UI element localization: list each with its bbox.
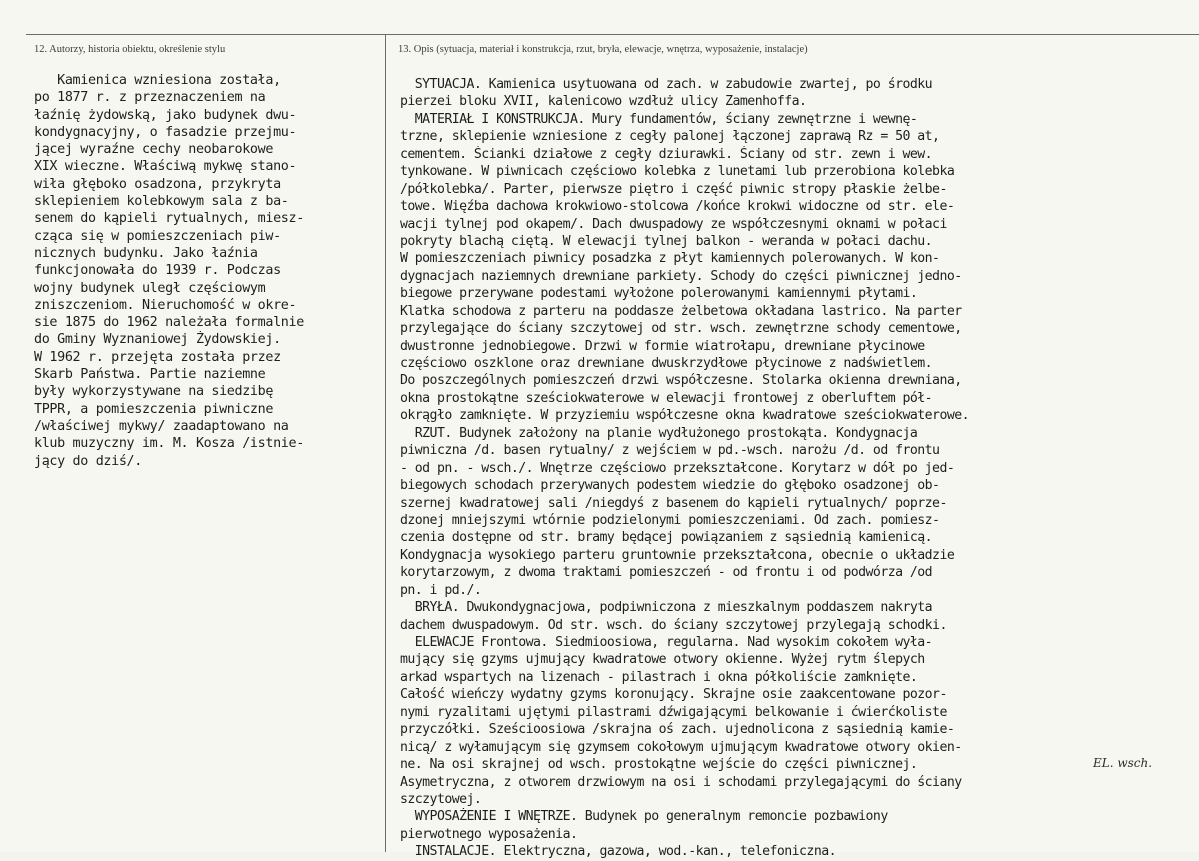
description-text-line: szczytowej. [400,791,482,807]
description-text-line: pn. i pd./. [400,582,482,598]
history-text-line: W 1962 r. przejęta została przez [34,349,281,365]
history-text-line: po 1877 r. z przeznaczeniem na [34,90,266,106]
history-text-line: cząca się w pomieszczeniach piw- [34,228,281,244]
history-text-line: TPPR, a pomieszczenia piwniczne [34,401,274,417]
history-text-line: sklepieniem kolebkowym sala z ba- [34,194,289,210]
description-text-line: przylegające do ściany szczytowej od str. wsch. zewnętrzne schody cementowe, [400,321,962,337]
top-rule [26,34,1199,35]
description-text-line: ne. Na osi skrajnej od wsch. prostokątne wejście do części piwnicznej. [400,757,918,773]
description-text-line: Asymetryczna, z otworem drzwiowym na osi i schodami przylegającymi do ściany [400,774,962,790]
description-text-line: arkad wspartych na lizenach - pilastrach i okna półkoliście zamknięte. [400,669,918,685]
description-text-line: okrągło zamknięte. W przyziemiu współczesne okna kwadratowe sześciokwaterowe. [400,408,969,424]
description-text-line: szernej kwadratowej sali /niegdyś z basenem do kąpieli rytualnych/ poprze- [400,495,947,511]
history-text-line: klub muzyczny im. M. Kosza /istnie- [34,436,304,452]
description-text-line: - od pn. - wsch./. Wnętrze częściowo przekształcone. Korytarz w dół po jed- [400,460,955,476]
description-text-line: cementem. Ścianki działowe z cegły dziurawki. Ściany od str. zewn i wew. [400,146,933,162]
description-text-line: SYTUACJA. Kamienica usytuowana od zach. w zabudowie zwartej, po środku [400,77,933,92]
history-text-line: wojny budynek uległ częściowym [34,280,266,296]
description-text-line: piwniczna /d. basen rytualny/ z wejściem w pd.-wsch. narożu /d. od frontu [400,443,940,459]
description-text-line: korytarzowym, z dwoma traktami pomieszczeń - od frontu i od podwórza /od [400,565,933,581]
description-text-line: Klatka schodowa z parteru na poddasze żelbetowa okładana lastrico. Na parter [400,303,962,319]
description-text-line: Kondygnacja wysokiego parteru gruntownie przekształcona, obecnie o układzie [400,547,955,563]
history-text-line: wiła głęboko osadzona, przykryta [34,176,281,192]
history-text-line: łaźnię żydowską, jako budynek dwu- [34,107,297,123]
handwritten-annotation: EL. wsch. [1093,756,1153,770]
description-text-line: tynkowane. W piwnicach częściowo kolebka z lunetami lub przerobiona kolebka [400,164,955,180]
history-text-line: Skarb Państwa. Partie naziemne [34,367,266,383]
description-text-line: dygnacjach naziemnych drewniane parkiety. Schody do części piwnicznej jedno- [400,268,962,284]
history-text-line: jący do dziś/. [34,453,142,469]
description-text-line: RZUT. Budynek założony na planie wydłużonego prostokąta. Kondygnacja [400,425,918,441]
description-text-line: mujący się gzyms ujmujący kwadratowe otwory okienne. Wyżej rytm ślepych [400,652,925,668]
history-text-line: Kamienica wzniesiona została, [34,73,281,88]
left-column-header: 12. Autorzy, historia obiektu, określenie stylu [34,44,226,55]
history-text-line: XIX wieczne. Właściwą mykwę stano- [34,159,297,175]
history-text-line: do Gminy Wyznaniowej Żydowskiej. [34,332,281,348]
description-text-line: nymi ryzalitami ujętymi pilastrami dźwigającymi belkowanie i ćwierćkoliste [400,704,947,720]
history-text-line: senem do kąpieli rytualnych, miesz- [34,211,304,227]
description-text-line: okna prostokątne sześciokwaterowe w elewacji frontowej z oberluftem pół- [400,390,933,406]
description-text-line: pokryty blachą ciętą. W elewacji tylnej balkon - weranda w połaci dachu. [400,233,933,249]
description-text-line: WYPOSAŻENIE I WNĘTRZE. Budynek po generalnym remoncie pozbawiony [400,809,888,825]
history-text-line: jącej wyraźne cechy neobarokowe [34,142,274,158]
description-text-line: dwustronne jednobiegowe. Drzwi w formie wiatrołapu, drewniane płycinowe [400,338,925,354]
description-text-line: częściowo oszklone oraz drewniane dwuskrzydłowe płycinowe z nadświetlem. [400,356,933,371]
description-text-line: biegowe przerywane podestami wyłożone polerowanymi kamiennymi płytami. [400,286,918,302]
right-column-header: 13. Opis (sytuacja, materiał i konstrukcja, rzut, bryła, elewacje, wnętrza, wyposażenie, instalacje) [398,44,808,55]
description-text-block [400,76,1190,861]
history-text-line: sie 1875 do 1962 należała formalnie [34,315,304,331]
description-text-line: BRYŁA. Dwukondygnacjowa, podpiwniczona z mieszkalnym poddaszem nakryta [400,600,933,616]
description-text-line: /półkolebka/. Parter, pierwsze piętro i część piwnic stropy płaskie żelbe- [400,181,947,197]
description-text-line: nicą/ z wyłamującym się gzymsem cokołowym ujmującym kwadratowe otwory okien- [400,739,962,755]
description-text-line: ELEWACJE Frontowa. Siedmioosiowa, regularna. Nad wysokim cokołem wyła- [400,635,933,650]
history-text-line: zniszczeniom. Nieruchomość w okre- [34,297,297,313]
description-text-line: Do poszczególnych pomieszczeń drzwi współczesne. Stolarka okienna drewniana, [400,373,962,389]
description-text-line: czenia dostępne od str. bramy będącej powiązaniem z sąsiednią kamienicą. [400,530,933,546]
description-text-line: przyczółki. Sześcioosiowa /skrajna oś zach. ujednolicona z sąsiednią kamie- [400,722,955,738]
history-text-line: były wykorzystywane na siedzibę [34,384,274,400]
description-text-line: towe. Więźba dachowa krokwiowo-stolcowa /końce krokwi widoczne od str. ele- [400,199,955,215]
description-text-line: Całość wieńczy wydatny gzyms koronujący. Skrajne osie zaakcentowane pozor- [400,687,947,703]
description-text-line: wacji tylnej pod okapem/. Dach dwuspadowy ze współczesnymi oknami w połaci [400,216,947,232]
description-text-line: dachem dwuspadowym. Od str. wsch. do ściany szczytowej przylegają schodki. [400,617,947,633]
description-text-line: trzne, sklepienie wzniesione z cegły palonej łączonej zaprawą Rz = 50 at, [400,129,940,145]
history-text-line: funkcjonowała do 1939 r. Podczas [34,263,281,279]
history-text-line: /właściwej mykwy/ zaadaptowano na [34,418,289,434]
history-text-line: kondygnacyjny, o fasadzie przejmu- [34,124,297,140]
description-text-line: pierzei bloku XVII, kalenicowo wzdłuż ulicy Zamenhoffa. [400,94,807,110]
history-text-line: nicznych budynku. Jako łaźnia [34,245,258,261]
description-text-line: dzonej mniejszymi wtórnie podzielonymi pomieszczeniami. Od zach. pomiesz- [400,512,940,528]
description-text-line: INSTALACJE. Elektryczna, gazowa, wod.-kan., telefoniczna. [400,844,836,860]
description-text-line: MATERIAŁ I KONSTRUKCJA. Mury fundamentów, ściany zewnętrzne i wewnę- [400,111,918,127]
description-text-line: pierwotnego wyposażenia. [400,826,578,842]
description-text-line: W pomieszczeniach piwnicy posadzka z płyt kamiennych polerowanych. W kon- [400,251,940,267]
column-divider [385,34,386,852]
description-text-line: biegowych schodach przerywanych podestem wiedzie do głęboko osadzonej ob- [400,478,940,494]
history-text-block [34,72,380,470]
